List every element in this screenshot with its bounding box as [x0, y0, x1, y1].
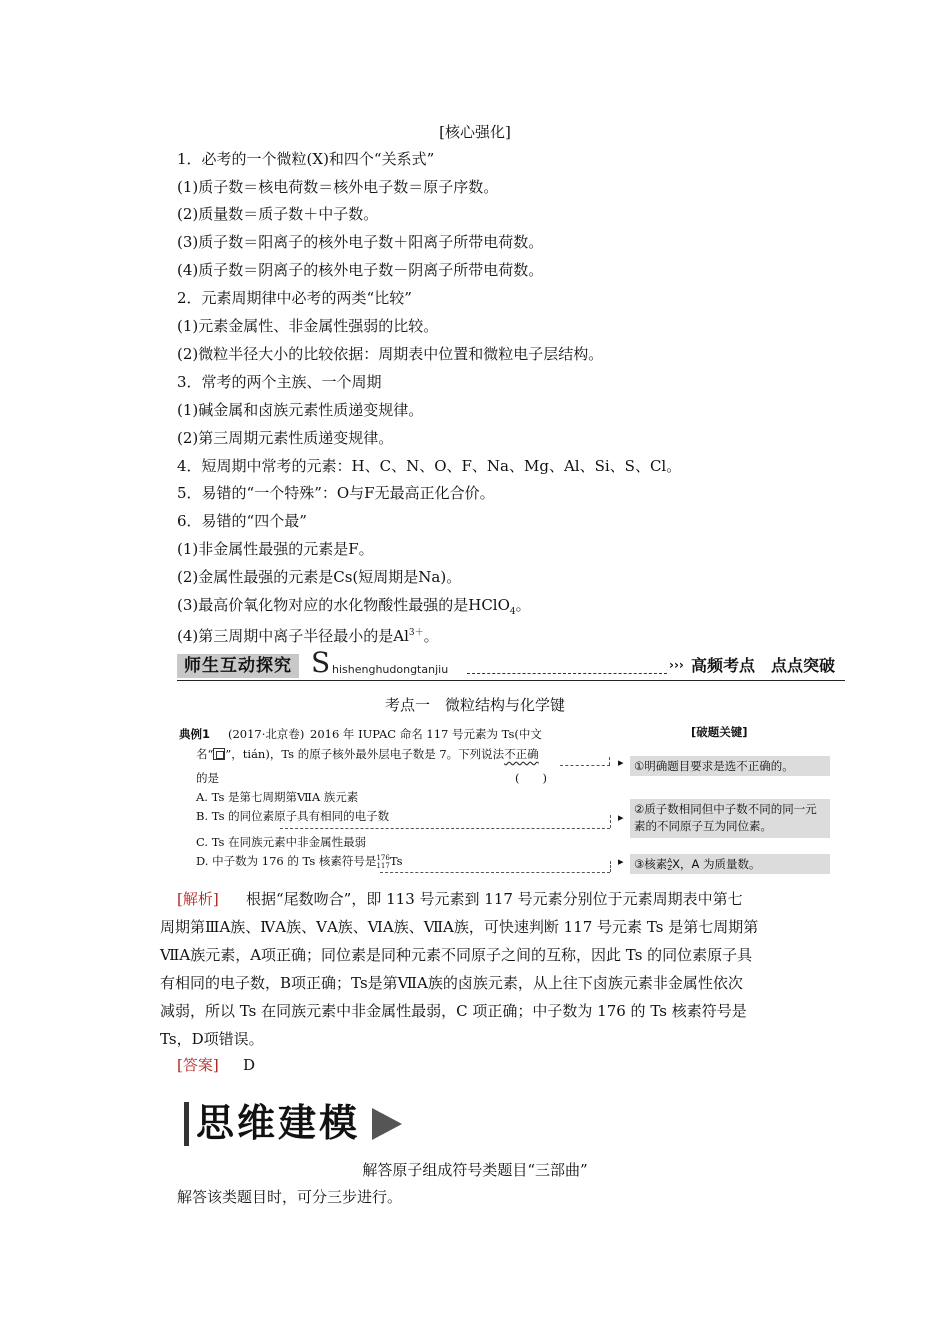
banner-title: 师生互动探究 — [177, 654, 299, 678]
core-point: (1)碱金属和卤族元素性质递变规律。 — [177, 401, 424, 419]
section-banner — [177, 646, 845, 682]
nuclide-numbers — [376, 854, 389, 870]
core-point-text: (3)最高价氧化物对应的水化物酸性最强的是HClO — [177, 596, 510, 614]
core-point: (3)质子数＝阳离子的核外电子数＋阳离子所带电荷数。 — [177, 233, 544, 251]
hint-2: ②质子数相同但中子数不同的同一元素的不同原子互为同位素。 — [630, 799, 830, 838]
al-superscript: 3＋ — [408, 628, 424, 638]
example-line-2-mid: ”，tián)，Ts 的原子核外最外层电子数是 7。下列说法 — [225, 747, 505, 761]
analysis-line: 减弱，所以 Ts 在同族元素中非金属性最弱，C 项正确；中子数为 176 的 Ts 核素符号是 — [160, 1002, 747, 1020]
core-point: (1)质子数＝核电荷数＝核外电子数＝原子序数。 — [177, 178, 499, 196]
chevrons-icon: ››› — [669, 658, 684, 672]
connector-line — [610, 861, 611, 872]
analysis-line: 周期第ⅢA族、ⅣA族、ⅤA族、ⅥA族、ⅦA族，可快速判断 117 号元素 Ts 是第七周期第 — [160, 918, 759, 936]
hint-3-start: ③核素 — [634, 857, 668, 871]
example-line-2 — [196, 746, 539, 762]
analysis-line: 根据“尾数吻合”，即 113 号元素到 117 号元素分别位于元素周期表中第七 — [246, 890, 743, 908]
hclo4-subscript: 4 — [509, 607, 516, 617]
example-line-1: 2016 年 IUPAC 命名 117 号元素为 Ts(中文 — [310, 727, 542, 741]
core-point: 5．易错的“一个特殊”：O与F无最高正化合价。 — [177, 484, 495, 502]
answer-paren: ( ) — [515, 771, 547, 785]
arrow-right-icon: ▸ — [618, 811, 624, 824]
arrow-right-icon: ▸ — [618, 756, 624, 769]
core-point: (2)第三周期元素性质递变规律。 — [177, 429, 394, 447]
key-label: [破题关键] — [691, 725, 748, 739]
atomic-number: 117 — [376, 862, 390, 870]
connector-line — [609, 757, 610, 765]
model-title: 思维建模 — [196, 1101, 361, 1145]
analysis-line: ⅦA族元素，A项正确；同位素是同种元素不同原子之间的互称，因此 Ts 的同位素原子具 — [160, 946, 753, 964]
banner-pinyin: hishenghudongtanjiu — [332, 663, 449, 676]
option-c: C. Ts 在同族元素中非金属性最弱 — [196, 835, 367, 849]
connector-line — [610, 815, 611, 828]
core-point: 3．常考的两个主族、一个周期 — [177, 373, 382, 391]
hint-3-atomic: Z — [667, 863, 673, 872]
core-point: 6．易错的“四个最” — [177, 512, 307, 530]
analysis-label: [解析] — [177, 890, 219, 908]
example-label: 典例1 — [179, 727, 211, 741]
core-point — [177, 594, 531, 623]
key-phrase-not-correct: 不正确 — [504, 747, 539, 761]
play-triangle-icon — [372, 1108, 402, 1140]
answer-value: D — [243, 1056, 256, 1074]
core-point: (1)元素金属性、非金属性强弱的比较。 — [177, 317, 439, 335]
analysis-line: 有相同的电子数，B项正确；Ts是第ⅦA族的卤族元素，从上往下卤族元素非金属性依次 — [160, 974, 743, 992]
core-point-end: 。 — [515, 596, 531, 614]
banner-dashed-rule — [467, 673, 667, 674]
section-title: 考点一 微粒结构与化学键 — [384, 696, 565, 714]
core-point-end: 。 — [423, 627, 439, 645]
connector-line — [280, 828, 610, 829]
example-line-2-start: 名“ — [196, 747, 214, 761]
example-source: (2017·北京卷) — [228, 727, 305, 741]
core-point: (4)质子数＝阴离子的核外电子数－阴离子所带电荷数。 — [177, 261, 544, 279]
core-point: 4．短周期中常考的元素：H、C、N、O、F、Na、Mg、Al、Si、S、Cl。 — [177, 457, 682, 475]
option-b: B. Ts 的同位素原子具有相同的电子数 — [196, 809, 390, 823]
example-line-3: 的是 — [196, 771, 219, 785]
banner-underline — [177, 680, 845, 681]
core-point: (1)非金属性最强的元素是F。 — [177, 540, 374, 558]
mass-number: 176 — [376, 854, 390, 862]
arrow-right-icon: ▸ — [618, 855, 624, 868]
hint-3 — [630, 854, 830, 874]
hint-3-mass: A — [667, 856, 673, 865]
banner-initial: S — [311, 646, 331, 679]
tian-char — [213, 748, 225, 760]
core-point: 1．必考的一个微粒(X)和四个“关系式” — [177, 150, 435, 168]
core-point — [177, 622, 439, 647]
option-d — [196, 853, 403, 870]
core-point-text: (4)第三周期中离子半径最小的是Al — [177, 627, 409, 645]
section-header: [核心强化] — [439, 123, 511, 141]
option-a: A. Ts 是第七周期第ⅦA 族元素 — [196, 790, 359, 804]
core-point: 2．元素周期律中必考的两类“比较” — [177, 289, 412, 307]
hint-1: ①明确题目要求是选不正确的。 — [630, 756, 830, 776]
banner-subtitle: 高频考点 点点突破 — [691, 656, 836, 675]
answer-label: [答案] — [177, 1056, 219, 1074]
option-d-text: D. 中子数为 176 的 Ts 核素符号是 — [196, 854, 377, 868]
model-subtitle: 解答原子组成符号类题目“三部曲” — [362, 1161, 588, 1179]
model-intro: 解答该类题目时，可分三步进行。 — [177, 1188, 403, 1206]
connector-line — [560, 765, 610, 766]
core-point: (2)金属性最强的元素是Cs(短周期是Na)。 — [177, 568, 462, 586]
core-point: (2)微粒半径大小的比较依据：周期表中位置和微粒电子层结构。 — [177, 345, 604, 363]
connector-line — [380, 872, 610, 873]
hint-3-end: X，A 为质量数。 — [672, 857, 761, 871]
core-point: (2)质量数＝质子数＋中子数。 — [177, 205, 379, 223]
model-heading-bar — [184, 1102, 189, 1146]
analysis-line: Ts，D项错误。 — [160, 1030, 264, 1048]
nuclide-symbol: Ts — [389, 854, 403, 868]
